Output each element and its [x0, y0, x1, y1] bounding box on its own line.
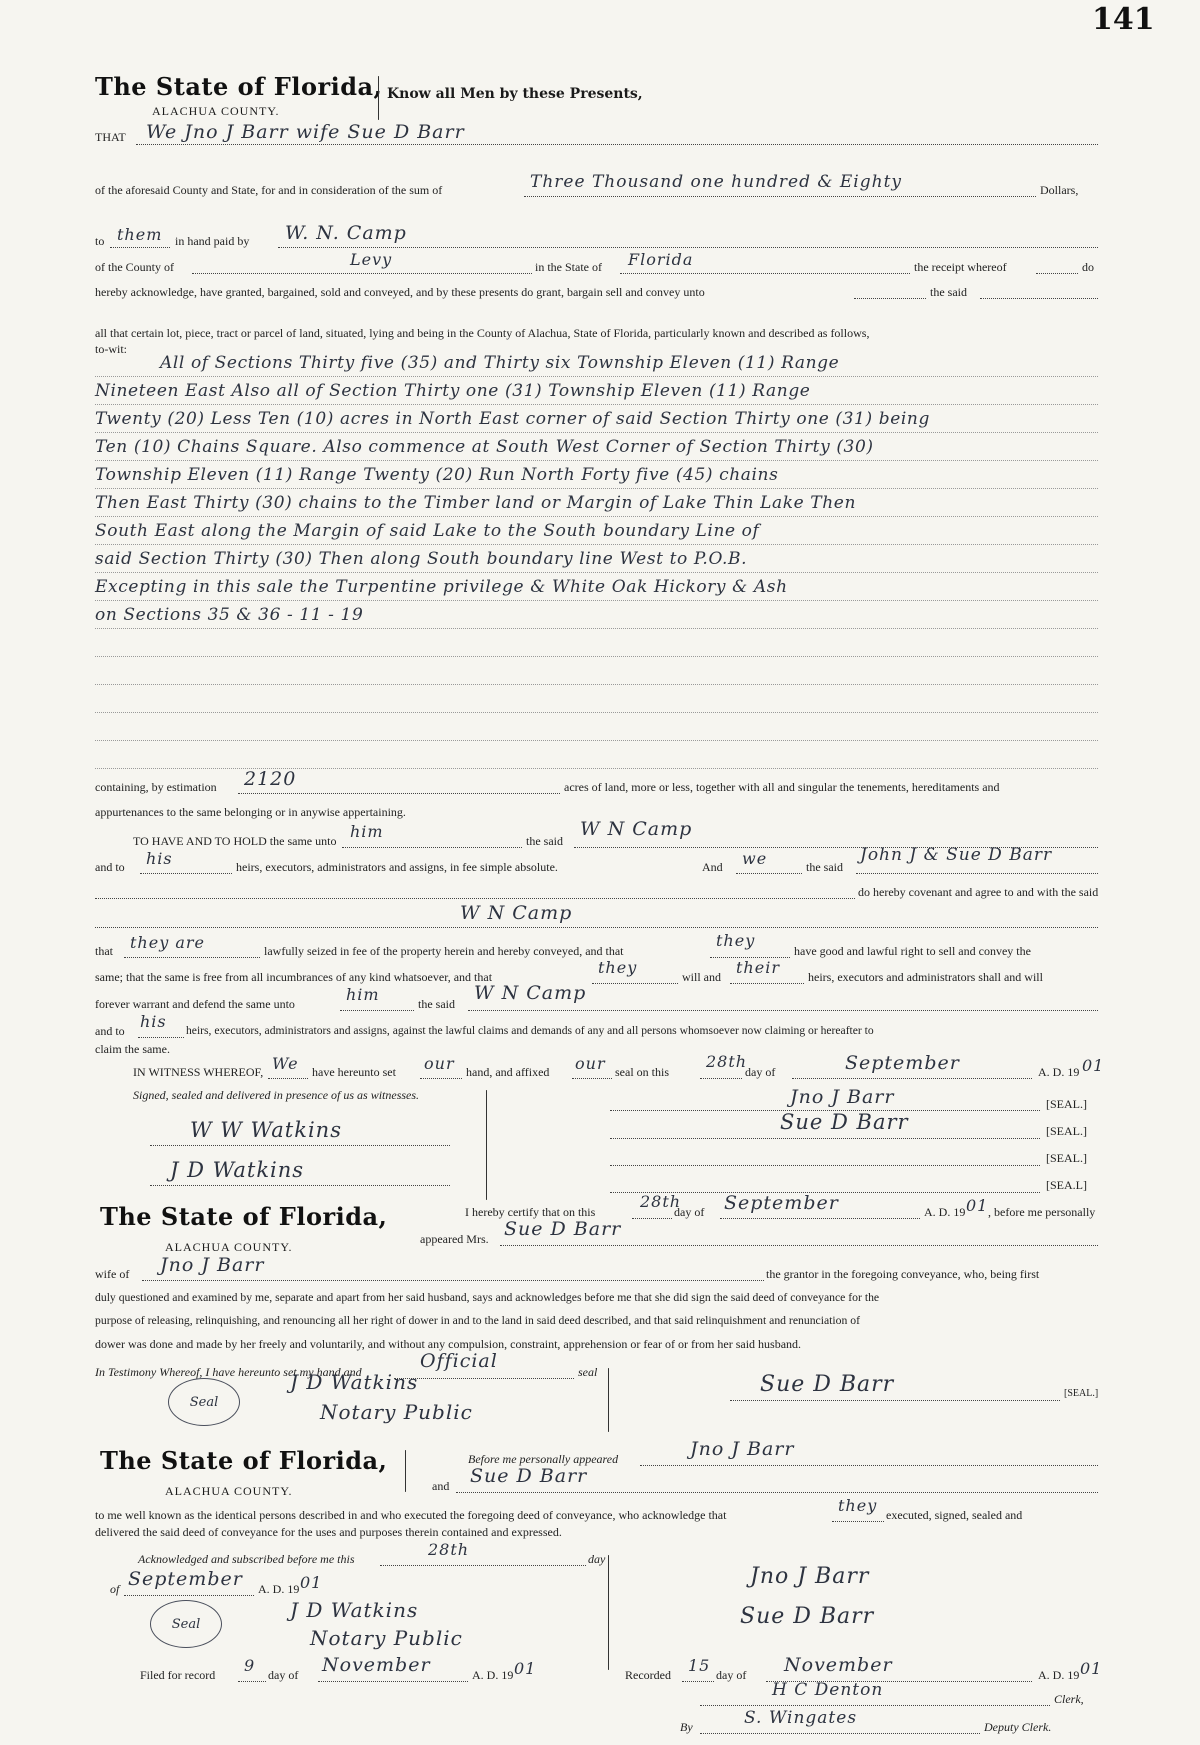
cert2-month: September: [128, 1568, 243, 1590]
cert1-husband-line: [142, 1280, 764, 1281]
land-line-5: Township Eleven (11) Range Twenty (20) Run North Forty five (45) chains: [95, 465, 779, 485]
we-line: [736, 873, 802, 874]
cert1-day-line: [632, 1218, 672, 1219]
cert2-notary-seal: [150, 1600, 222, 1648]
cert1-line3: dower was done and made by her freely and voluntarily, and without any compulsion, constraint, apprehension or fear of or from her said husband.: [95, 1337, 802, 1351]
state-title: The State of Florida,: [95, 72, 383, 101]
unto-line: [342, 847, 522, 848]
seal-label-4: [SEA.L]: [1046, 1178, 1087, 1192]
ruled-line: [95, 376, 1098, 377]
ruled-line: [95, 600, 1098, 601]
witness-ad: A. D. 19: [1038, 1065, 1080, 1079]
ruled-line: [95, 740, 1098, 741]
rec-ad: A. D. 19: [1038, 1668, 1080, 1682]
rec-day: 15: [688, 1656, 711, 1675]
rec-year: 01: [1080, 1659, 1103, 1678]
the-said-text: the said: [930, 285, 967, 299]
witness-hand: hand, and affixed: [466, 1065, 550, 1079]
habendum-his: his: [146, 849, 173, 868]
his-line: [140, 873, 232, 874]
consideration-amount: Three Thousand one hundred & Eighty: [530, 172, 903, 192]
ruled-line: [95, 488, 1098, 489]
grantee-line: [278, 247, 1098, 248]
day-line: [700, 1078, 742, 1079]
grantors-line-2: [856, 873, 1098, 874]
cert1-testimony: In Testimony Whereof, I have hereunto set my hand and: [95, 1365, 362, 1379]
ruled-line: [95, 572, 1098, 573]
ruled-line: [95, 404, 1098, 405]
will-and: will and: [682, 970, 721, 984]
acres-line: [238, 793, 560, 794]
ruled-line: [95, 684, 1098, 685]
cert1-official: Official: [420, 1350, 498, 1372]
cert2-day-line: [380, 1565, 586, 1566]
cert1-sign-line: [730, 1400, 1060, 1401]
amount-line: [524, 196, 1036, 197]
cert2-sign1: Jno J Barr: [750, 1564, 870, 1589]
rec-day-line: [682, 1681, 714, 1682]
rec-month: November: [784, 1654, 893, 1676]
their-line: [730, 983, 804, 984]
to-value: them: [117, 225, 163, 244]
filed-year: 01: [514, 1659, 537, 1678]
against-text: heirs, executors, administrators and assigns, against the lawful claims and demands of any and all persons whomsoever now claiming or hereafter to: [186, 1024, 874, 1037]
covenant-line: [95, 898, 855, 899]
grantors-value: We Jno J Barr wife Sue D Barr: [146, 121, 465, 143]
habendum-him: him: [350, 822, 384, 841]
cert2-they: they: [838, 1496, 878, 1515]
cert2-ad: A. D. 19: [258, 1582, 300, 1596]
witness-month: September: [845, 1052, 960, 1074]
clerk-signature: H C Denton: [772, 1680, 884, 1700]
receipt-line: [1036, 273, 1078, 274]
grantor1-signature: Jno J Barr: [790, 1086, 895, 1108]
cert1-before: , before me personally: [988, 1205, 1096, 1219]
they-are-line: [124, 957, 260, 958]
filed-day-line: [238, 1681, 266, 1682]
acres-value: 2120: [244, 768, 297, 790]
cert1-notary-name: J D Watkins: [290, 1370, 419, 1394]
cert2-name2-line: [456, 1492, 1098, 1493]
witness-our: our: [424, 1054, 455, 1073]
witness2-signature: J D Watkins: [170, 1158, 305, 1182]
cert1-certify: I hereby certify that on this: [465, 1205, 596, 1219]
and-label: And: [702, 860, 723, 874]
habendum-grantee: W N Camp: [580, 818, 693, 840]
heirs-text: heirs, executors, administrators and assigns, in fee simple absolute.: [236, 860, 558, 874]
filed-ad: A. D. 19: [472, 1668, 514, 1682]
cert2-name2: Sue D Barr: [470, 1465, 588, 1487]
cert2-before-me: Before me personally appeared: [468, 1452, 619, 1466]
clerk-line: [700, 1705, 1050, 1706]
land-line-7: South East along the Margin of said Lake to the South boundary Line of: [95, 521, 760, 541]
cert1-husband: Jno J Barr: [160, 1254, 265, 1276]
habendum-the-said: the said: [526, 834, 563, 848]
land-line-3: Twenty (20) Less Ten (10) acres in North East corner of said Section Thirty one (31) being: [95, 409, 930, 429]
brace-divider: [608, 1368, 609, 1432]
cert2-county: ALACHUA COUNTY.: [165, 1484, 293, 1498]
paid-by-label: in hand paid by: [175, 234, 250, 248]
habendum-they-are: they are: [130, 933, 205, 952]
grantors-line: [136, 144, 1098, 145]
to-have-label: TO HAVE AND TO HOLD the same unto: [133, 834, 337, 848]
cert1-official-line: [394, 1378, 574, 1379]
brace-divider: [608, 1555, 609, 1670]
cert2-name1-line: [640, 1465, 1098, 1466]
witness-day-of: day of: [745, 1065, 776, 1079]
cert1-seal-word: seal: [578, 1365, 598, 1379]
unto-line: [854, 298, 926, 299]
know-all-men: Know all Men by these Presents,: [387, 86, 643, 102]
cert1-appeared: appeared Mrs.: [420, 1232, 489, 1246]
signed-sealed: Signed, sealed and delivered in presence of us as witnesses.: [133, 1088, 420, 1102]
deputy-label: Deputy Clerk.: [984, 1720, 1052, 1734]
cert2-and: and: [432, 1479, 450, 1493]
cert2-year: 01: [300, 1573, 323, 1592]
witness-our-2: our: [575, 1054, 606, 1073]
receipt-text: the receipt whereof: [914, 260, 1007, 274]
and-to-label: and to: [95, 860, 125, 874]
cert1-month-line: [720, 1218, 920, 1219]
habendum-their: their: [736, 958, 780, 977]
seal-label-1: [SEAL.]: [1046, 1097, 1087, 1111]
consideration-text: of the aforesaid County and State, for and in consideration of the sum of: [95, 183, 443, 197]
ruled-line: [95, 432, 1098, 433]
cert1-grantor: the grantor in the foregoing conveyance, who, being first: [766, 1267, 1040, 1281]
habendum-grantors: John J & Sue D Barr: [860, 845, 1053, 865]
habendum-his-2: his: [140, 1012, 167, 1031]
appurtenances: appurtenances to the same belonging or in anywise appertaining.: [95, 805, 406, 819]
grantee-line-2: [95, 927, 1098, 928]
habendum-they: they: [716, 931, 756, 950]
seal-text: Seal: [189, 1394, 219, 1410]
cert1-notary-title: Notary Public: [320, 1400, 473, 1424]
cert1-mrs-line: [500, 1245, 1098, 1246]
by-label: By: [680, 1720, 693, 1734]
cert2-sign2: Sue D Barr: [740, 1604, 875, 1629]
ruled-line: [95, 516, 1098, 517]
state-of-label: in the State of: [535, 260, 602, 274]
they-line-2: [592, 983, 678, 984]
land-line-6: Then East Thirty (30) chains to the Timber land or Margin of Lake Thin Lake Then: [95, 493, 856, 513]
filed-label: Filed for record: [140, 1668, 216, 1682]
habendum-him-2: him: [346, 985, 380, 1004]
land-line-4: Ten (10) Chains Square. Also commence at South West Corner of Section Thirty (30): [95, 437, 874, 457]
the-said-2: the said: [806, 860, 843, 874]
county-of-label: of the County of: [95, 260, 174, 274]
cert2-day: 28th: [428, 1540, 470, 1559]
witness-set: have hereunto set: [312, 1065, 396, 1079]
witness1-signature: W W Watkins: [190, 1118, 342, 1142]
to-line: [110, 247, 170, 248]
cert2-month-line: [124, 1595, 254, 1596]
land-line-8: said Section Thirty (30) Then along South boundary line West to P.O.B.: [95, 549, 748, 569]
habendum-they-2: they: [598, 958, 638, 977]
towit-label: to-wit:: [95, 342, 127, 356]
land-intro: all that certain lot, piece, tract or parcel of land, situated, lying and being in the County of Alachua, State of Florida, particularly known and described as follows,: [95, 326, 870, 340]
brace-divider: [486, 1090, 487, 1200]
month-line: [792, 1078, 1032, 1079]
clerk-label: Clerk,: [1054, 1692, 1084, 1706]
rec-day-of: day of: [716, 1668, 747, 1682]
land-line-1: All of Sections Thirty five (35) and Thirty six Township Eleven (11) Range: [160, 353, 840, 373]
ruled-line: [95, 460, 1098, 461]
page-number: 141: [1092, 2, 1155, 37]
cert2-state-title: The State of Florida,: [100, 1446, 388, 1475]
cert2-acknowledged: Acknowledged and subscribed before me this: [138, 1552, 355, 1566]
cert2-line1a: to me well known as the identical persons described in and who executed the foregoing deed of conveyance, who acknowledge that: [95, 1508, 727, 1522]
cert1-year: 01: [966, 1196, 989, 1215]
grantee-value: W. N. Camp: [285, 222, 407, 244]
county-of-line: [192, 273, 532, 274]
claim-text: claim the same.: [95, 1042, 170, 1056]
filed-day-of: day of: [268, 1668, 299, 1682]
cert2-day-word: day: [588, 1552, 606, 1566]
filed-month: November: [322, 1654, 431, 1676]
in-witness: IN WITNESS WHEREOF,: [133, 1065, 264, 1079]
cert2-they-line: [832, 1521, 884, 1522]
cert1-line2: purpose of releasing, relinquishing, and renouncing all her right of dower in and to the land in said deed described, and that said relinquishment and renunciation of: [95, 1314, 860, 1327]
do-text: do: [1082, 260, 1094, 274]
deputy-signature: S. Wingates: [744, 1708, 858, 1728]
land-line-2: Nineteen East Also all of Section Thirty one (31) Township Eleven (11) Range: [95, 381, 811, 401]
forever-text: forever warrant and defend the same unto: [95, 997, 295, 1011]
land-line-10: on Sections 35 & 36 - 11 - 19: [95, 605, 364, 625]
cert1-line1: duly questioned and examined by me, separate and apart from her said husband, says and acknowledges before me that she did sign the said deed of conveyance for the: [95, 1291, 880, 1304]
filed-month-line: [318, 1681, 468, 1682]
ruled-line: [95, 544, 1098, 545]
seal-label-2: [SEAL.]: [1046, 1124, 1087, 1138]
cert2-notary-name: J D Watkins: [290, 1598, 419, 1622]
cert1-ad: A. D. 19: [924, 1205, 966, 1219]
cert1-day-of: day of: [674, 1205, 705, 1219]
filed-day: 9: [244, 1656, 256, 1675]
dollars-label: Dollars,: [1040, 183, 1079, 197]
witness2-line: [150, 1185, 450, 1186]
that-label-2: that: [95, 944, 113, 958]
county-label: ALACHUA COUNTY.: [152, 104, 280, 118]
same-text: same; that the same is free from all incumbrances of any kind whatsoever, and that: [95, 970, 493, 984]
the-said-line: [980, 298, 1098, 299]
brace-divider: [378, 76, 379, 120]
cert2-line2: delivered the said deed of conveyance for the uses and purposes therein contained and expressed.: [95, 1525, 562, 1539]
our-line: [420, 1078, 462, 1079]
containing-label: containing, by estimation: [95, 780, 217, 794]
deputy-line: [700, 1733, 980, 1734]
right-text: have good and lawful right to sell and convey the: [794, 944, 1031, 958]
state-of-line: [620, 273, 910, 274]
grantor2-signature: Sue D Barr: [780, 1110, 909, 1134]
cert1-wife-of: wife of: [95, 1267, 130, 1281]
seal-text: Seal: [171, 1616, 201, 1632]
sign3-line: [610, 1165, 1040, 1166]
containing-rest: acres of land, more or less, together with all and singular the tenements, hereditaments and: [564, 780, 1000, 794]
seal-label-3: [SEAL.]: [1046, 1151, 1087, 1165]
sign2-line: [610, 1138, 1040, 1139]
cert1-signature: Sue D Barr: [760, 1372, 895, 1397]
we-line-2: [268, 1078, 308, 1079]
cert1-notary-seal: [168, 1378, 240, 1426]
his-line-2: [138, 1037, 184, 1038]
the-said-3: the said: [418, 997, 455, 1011]
state-of-value: Florida: [628, 250, 694, 269]
covenant-text: do hereby covenant and agree to and with the said: [858, 885, 1099, 899]
witness-seal-on: seal on this: [615, 1065, 669, 1079]
seized-text: lawfully seized in fee of the property herein and hereby conveyed, and that: [264, 944, 624, 958]
to-label: to: [95, 234, 105, 248]
grantee-line-3: [468, 1010, 1098, 1011]
witness1-line: [150, 1145, 450, 1146]
habendum-grantee-2: W N Camp: [460, 902, 573, 924]
cert2-of: of: [110, 1582, 120, 1596]
cert2-name1: Jno J Barr: [690, 1438, 795, 1460]
brace-divider: [405, 1450, 406, 1492]
cert2-notary-title: Notary Public: [310, 1626, 463, 1650]
ruled-line: [95, 712, 1098, 713]
our-line-2: [572, 1078, 612, 1079]
cert1-month: September: [724, 1192, 839, 1214]
cert1-mrs-name: Sue D Barr: [504, 1218, 622, 1240]
that-label: THAT: [95, 130, 126, 144]
cert1-day: 28th: [640, 1192, 682, 1211]
witness-day: 28th: [706, 1052, 748, 1071]
habendum-grantee-3: W N Camp: [474, 982, 587, 1004]
cert2-line1b: executed, signed, sealed and: [886, 1508, 1023, 1522]
cert1-seal-label: [SEAL.]: [1064, 1388, 1099, 1399]
cert1-county: ALACHUA COUNTY.: [165, 1240, 293, 1254]
him-line: [340, 1010, 414, 1011]
heirs2-text: heirs, executors and administrators shall and will: [808, 970, 1043, 984]
witness-we: We: [272, 1054, 299, 1073]
hereby-text: hereby acknowledge, have granted, bargained, sold and conveyed, and by these presents do grant, bargain sell and convey unto: [95, 285, 705, 299]
land-line-9: Excepting in this sale the Turpentine privilege & White Oak Hickory & Ash: [95, 577, 788, 597]
cert1-state-title: The State of Florida,: [100, 1202, 388, 1231]
ruled-line: [95, 628, 1098, 629]
and-to-2: and to: [95, 1024, 125, 1038]
witness-year: 01: [1082, 1056, 1105, 1075]
habendum-we: we: [742, 849, 768, 868]
recorded-label: Recorded: [625, 1668, 671, 1682]
county-of-value: Levy: [350, 250, 393, 269]
ruled-line: [95, 656, 1098, 657]
